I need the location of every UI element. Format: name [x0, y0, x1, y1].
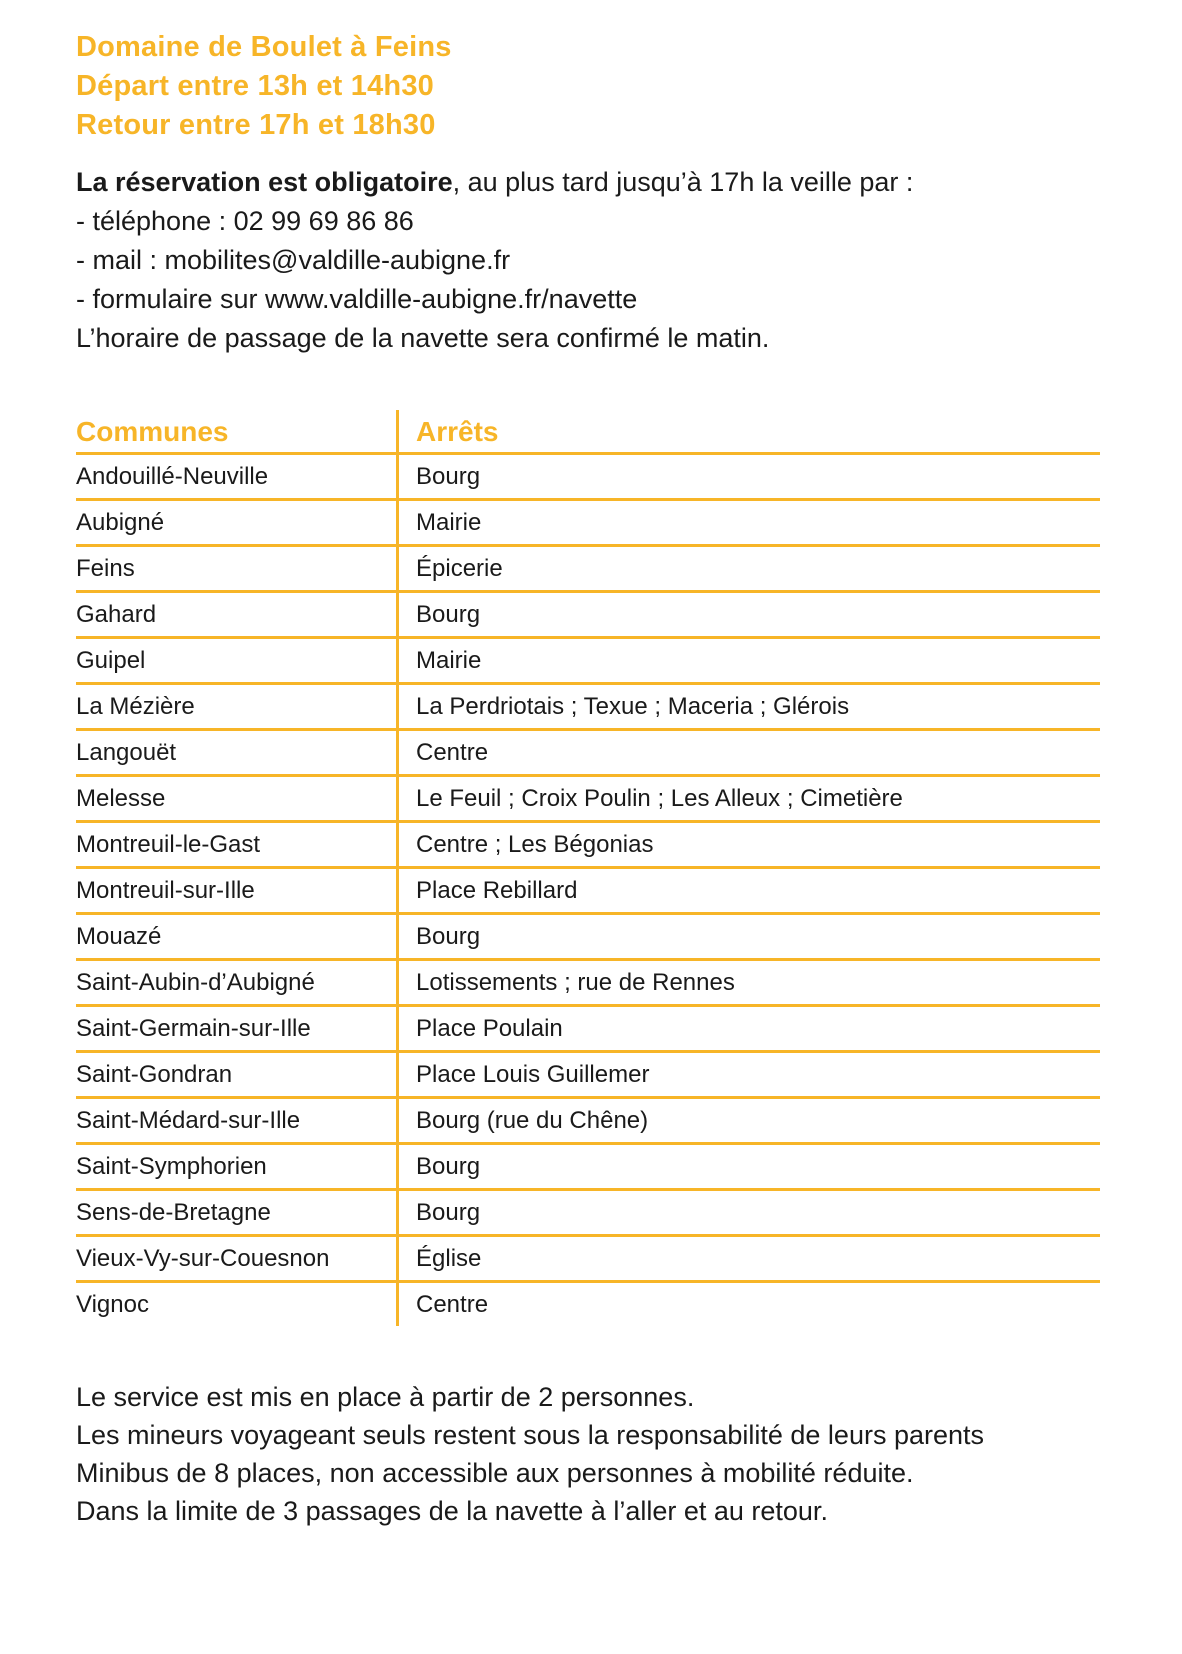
table-row: [76, 730, 1100, 776]
commune-cell: Sens-de-Bretagne: [76, 1190, 398, 1236]
arrets-header: Arrêts: [398, 410, 1101, 454]
arret-cell: Bourg: [398, 1190, 1101, 1236]
arret-cell: Mairie: [398, 500, 1101, 546]
note-minors: Les mineurs voyageant seuls restent sous la responsabilité de leurs parents: [76, 1420, 985, 1450]
arret-cell: Bourg (rue du Chêne): [398, 1098, 1101, 1144]
table-row: [76, 776, 1100, 822]
arret-cell: Place Louis Guillemer: [398, 1052, 1101, 1098]
table-row: [76, 638, 1100, 684]
table-row: [76, 960, 1100, 1006]
note-limit: Dans la limite de 3 passages de la navette à l’aller et au retour.: [76, 1496, 828, 1526]
arret-cell: Place Poulain: [398, 1006, 1101, 1052]
commune-cell: Mouazé: [76, 914, 398, 960]
event-location: Domaine de Boulet à Feins: [76, 31, 452, 63]
reservation-mandatory-text: La réservation est obligatoire: [76, 167, 453, 197]
commune-cell: Saint-Aubin-d’Aubigné: [76, 960, 398, 1006]
arret-cell: Bourg: [398, 914, 1101, 960]
commune-cell: Gahard: [76, 592, 398, 638]
table-row: [76, 500, 1100, 546]
table-row: [76, 914, 1100, 960]
commune-cell: Saint-Symphorien: [76, 1144, 398, 1190]
reservation-requirement: [76, 163, 1106, 202]
commune-cell: Montreuil-le-Gast: [76, 822, 398, 868]
commune-cell: Langouët: [76, 730, 398, 776]
arret-cell: Église: [398, 1236, 1101, 1282]
arret-cell: Bourg: [398, 454, 1101, 500]
note-min-persons: Le service est mis en place à partir de 2 personnes.: [76, 1382, 695, 1412]
table-row: [76, 684, 1100, 730]
commune-cell: Montreuil-sur-Ille: [76, 868, 398, 914]
event-heading: [76, 28, 1106, 145]
note-minibus: Minibus de 8 places, non accessible aux personnes à mobilité réduite.: [76, 1458, 914, 1488]
arret-cell: Bourg: [398, 1144, 1101, 1190]
table-row: [76, 1006, 1100, 1052]
table-row: [76, 1190, 1100, 1236]
stops-table: [76, 410, 1100, 1326]
table-row: [76, 1282, 1100, 1327]
reservation-phone: - téléphone : 02 99 69 86 86: [76, 206, 414, 236]
commune-cell: Saint-Germain-sur-Ille: [76, 1006, 398, 1052]
table-row: [76, 546, 1100, 592]
table-row: [76, 1098, 1100, 1144]
commune-cell: Melesse: [76, 776, 398, 822]
arret-cell: Lotissements ; rue de Rennes: [398, 960, 1101, 1006]
arret-cell: Centre: [416, 1290, 489, 1318]
reservation-info: [76, 163, 1106, 358]
table-row: [76, 1236, 1100, 1282]
table-row: [76, 868, 1100, 914]
arret-cell: La Perdriotais ; Texue ; Maceria ; Glérois: [398, 684, 1101, 730]
reservation-mail: - mail : mobilites@valdille-aubigne.fr: [76, 245, 511, 275]
table-header-row: [76, 410, 1100, 454]
commune-cell: Andouillé-Neuville: [76, 454, 398, 500]
commune-cell: Vignoc: [76, 1282, 398, 1327]
reservation-deadline-text: , au plus tard jusqu’à 17h la veille par :: [452, 167, 914, 197]
commune-cell: Saint-Médard-sur-Ille: [76, 1098, 398, 1144]
communes-header: Communes: [76, 410, 398, 454]
table-row: [76, 454, 1100, 500]
table-row: [76, 592, 1100, 638]
service-notes: [76, 1378, 1106, 1530]
stops-table-body: [76, 454, 1100, 1327]
document-page: [76, 28, 1106, 1530]
commune-cell: Vieux-Vy-sur-Couesnon: [76, 1236, 398, 1282]
departure-time: Départ entre 13h et 14h30: [76, 70, 434, 102]
commune-cell: Guipel: [76, 638, 398, 684]
arret-cell: Mairie: [398, 638, 1101, 684]
arret-cell: Le Feuil ; Croix Poulin ; Les Alleux ; Cimetière: [398, 776, 1101, 822]
commune-cell: Feins: [76, 546, 398, 592]
arret-cell: Centre ; Les Bégonias: [398, 822, 1101, 868]
arret-cell: Place Rebillard: [398, 868, 1101, 914]
arret-cell: Bourg: [398, 592, 1101, 638]
reservation-form: - formulaire sur www.valdille-aubigne.fr/navette: [76, 284, 638, 314]
commune-cell: Saint-Gondran: [76, 1052, 398, 1098]
schedule-confirmation: L’horaire de passage de la navette sera confirmé le matin.: [76, 323, 770, 353]
arret-cell: Épicerie: [398, 546, 1101, 592]
commune-cell: Aubigné: [76, 500, 398, 546]
return-time: Retour entre 17h et 18h30: [76, 109, 436, 141]
arret-cell: Centre: [398, 730, 1101, 776]
commune-cell: La Mézière: [76, 684, 398, 730]
table-row: [76, 822, 1100, 868]
table-row: [76, 1144, 1100, 1190]
table-row: [76, 1052, 1100, 1098]
